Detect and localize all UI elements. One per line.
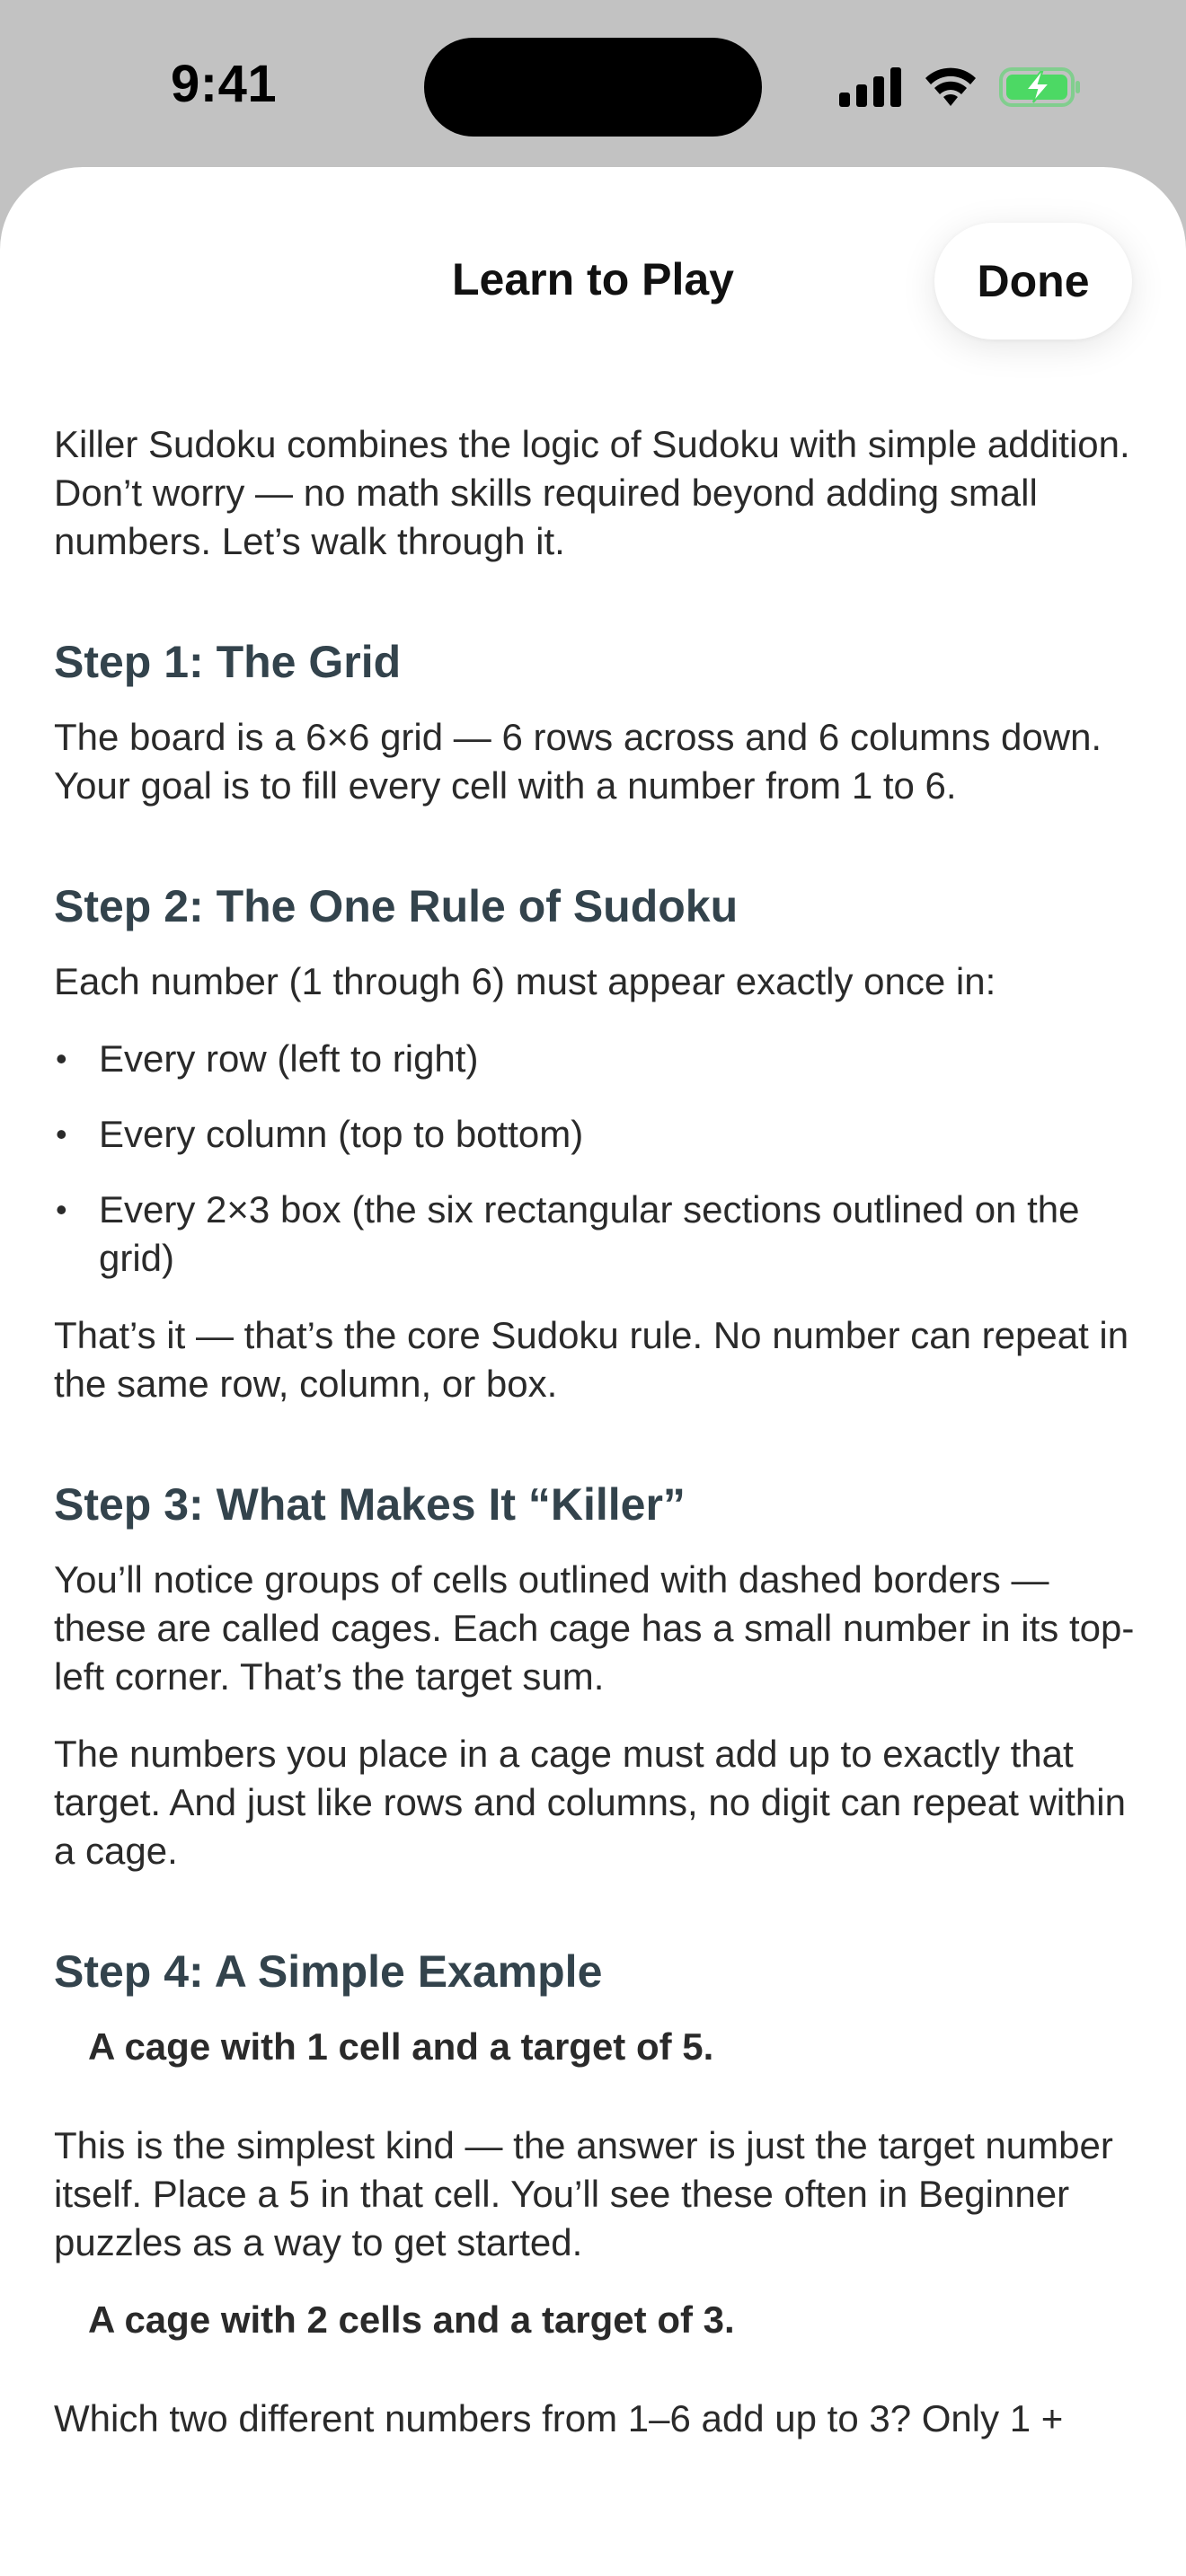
step3-para2: The numbers you place in a cage must add up to exactly that target. And just like rows and columns, no digit can repeat within a cage. [54,1733,1126,1872]
rules-list-item-text: Every 2×3 box (the six rectangular sections outlined on the grid) [99,1188,1080,1279]
status-icons [839,65,1082,110]
step2-lead: Each number (1 through 6) must appear exactly once in: [54,960,996,1002]
status-bar [0,0,1186,167]
intro-paragraph: Killer Sudoku combines the logic of Sudoku with simple addition. Don’t worry — no math skills required beyond adding small numbers. Let’s walk through it. [54,423,1130,562]
rules-list-item-text: Every column (top to bottom) [99,1113,584,1155]
step2-heading: Step 2: The One Rule of Sudoku [54,881,739,931]
wifi-icon [924,66,978,108]
sheet-title: Learn to Play [452,254,734,304]
example1-label: A cage with 1 cell and a target of 5. [88,2025,714,2068]
done-button[interactable]: Done [934,223,1132,340]
example1-body: This is the simplest kind — the answer is just the target number itself. Place a 5 in that cell. You’ll see these often in Beginner puzzles as a way to get started. [54,2124,1113,2263]
instructions-content [54,420,1141,2443]
rules-list-item [54,1186,1141,1283]
rules-list [54,1035,1141,1283]
rules-list-item [54,1110,1141,1159]
step3-heading: Step 3: What Makes It “Killer” [54,1479,686,1530]
dynamic-island [424,38,762,137]
cellular-signal-icon [839,67,902,107]
step1-body: The board is a 6×6 grid — 6 rows across and 6 columns down. Your goal is to fill every cell with a number from 1 to 6. [54,716,1102,807]
bullet-dot-icon: • [56,1191,67,1228]
rules-list-item [54,1035,1141,1083]
step3-para1: You’ll notice groups of cells outlined with dashed borders — these are called cages. Each cage has a small number in its top-left corner. That’s the target sum. [54,1558,1135,1698]
rules-list-item-text: Every row (left to right) [99,1037,479,1080]
step2-closing: That’s it — that’s the core Sudoku rule. No number can repeat in the same row, column, or box. [54,1314,1129,1405]
bullet-dot-icon: • [56,1116,67,1152]
learn-to-play-sheet [0,167,1186,2576]
battery-charging-icon [999,66,1082,108]
example2-label: A cage with 2 cells and a target of 3. [88,2298,735,2341]
example2-body: Which two different numbers from 1–6 add up to 3? Only 1 + [54,2397,1064,2439]
step4-heading: Step 4: A Simple Example [54,1946,603,1997]
bullet-dot-icon: • [56,1040,67,1077]
step1-heading: Step 1: The Grid [54,637,402,687]
status-time: 9:41 [171,55,278,113]
